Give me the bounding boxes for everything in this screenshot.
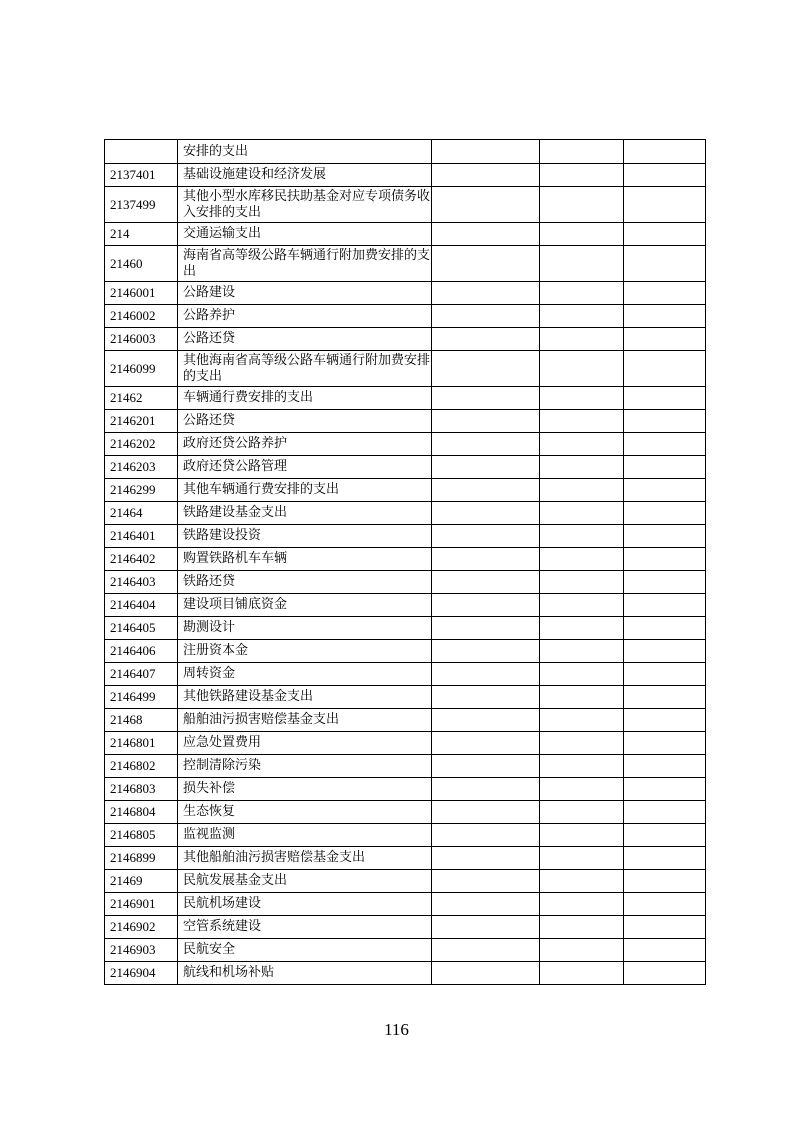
amount-cell-1 bbox=[432, 525, 540, 548]
amount-cell-1 bbox=[432, 893, 540, 916]
table-row bbox=[105, 594, 706, 617]
account-name-cell: 基础设施建设和经济发展 bbox=[178, 164, 432, 187]
amount-cell-2 bbox=[540, 824, 624, 847]
amount-cell-1 bbox=[432, 801, 540, 824]
amount-cell-3 bbox=[624, 916, 706, 939]
amount-cell-3 bbox=[624, 594, 706, 617]
account-code-cell: 2146805 bbox=[105, 824, 178, 847]
account-name-cell: 铁路还贷 bbox=[178, 571, 432, 594]
amount-cell-1 bbox=[432, 962, 540, 985]
account-code-cell: 21462 bbox=[105, 387, 178, 410]
amount-cell-2 bbox=[540, 223, 624, 246]
amount-cell-3 bbox=[624, 525, 706, 548]
table-row bbox=[105, 617, 706, 640]
account-name-cell: 其他海南省高等级公路车辆通行附加费安排的支出 bbox=[178, 351, 432, 387]
amount-cell-3 bbox=[624, 571, 706, 594]
amount-cell-3 bbox=[624, 456, 706, 479]
amount-cell-2 bbox=[540, 246, 624, 282]
amount-cell-3 bbox=[624, 410, 706, 433]
amount-cell-3 bbox=[624, 939, 706, 962]
amount-cell-1 bbox=[432, 305, 540, 328]
amount-cell-3 bbox=[624, 893, 706, 916]
page-number: 116 bbox=[384, 1020, 409, 1039]
account-code-cell: 2146407 bbox=[105, 663, 178, 686]
account-code-cell: 2137499 bbox=[105, 187, 178, 223]
amount-cell-1 bbox=[432, 140, 540, 164]
table-row bbox=[105, 778, 706, 801]
table-row bbox=[105, 187, 706, 223]
amount-cell-3 bbox=[624, 732, 706, 755]
amount-cell-1 bbox=[432, 824, 540, 847]
account-code-cell: 2146401 bbox=[105, 525, 178, 548]
amount-cell-2 bbox=[540, 778, 624, 801]
account-name-cell: 其他船舶油污损害赔偿基金支出 bbox=[178, 847, 432, 870]
account-code-cell: 2146902 bbox=[105, 916, 178, 939]
amount-cell-1 bbox=[432, 502, 540, 525]
account-code-cell: 2146099 bbox=[105, 351, 178, 387]
amount-cell-3 bbox=[624, 962, 706, 985]
account-name-cell: 空管系统建设 bbox=[178, 916, 432, 939]
account-name-cell: 公路还贷 bbox=[178, 410, 432, 433]
table-row bbox=[105, 140, 706, 164]
account-code-cell bbox=[105, 140, 178, 164]
table-row bbox=[105, 755, 706, 778]
amount-cell-1 bbox=[432, 433, 540, 456]
amount-cell-1 bbox=[432, 709, 540, 732]
table-row bbox=[105, 305, 706, 328]
amount-cell-1 bbox=[432, 617, 540, 640]
amount-cell-1 bbox=[432, 479, 540, 502]
amount-cell-1 bbox=[432, 847, 540, 870]
amount-cell-1 bbox=[432, 686, 540, 709]
budget-table bbox=[104, 139, 706, 985]
account-name-cell: 其他小型水库移民扶助基金对应专项债务收入安排的支出 bbox=[178, 187, 432, 223]
table-body bbox=[105, 140, 706, 985]
amount-cell-3 bbox=[624, 164, 706, 187]
table-row bbox=[105, 640, 706, 663]
amount-cell-3 bbox=[624, 282, 706, 305]
account-code-cell: 2146001 bbox=[105, 282, 178, 305]
account-code-cell: 2146201 bbox=[105, 410, 178, 433]
table-row bbox=[105, 246, 706, 282]
table-row bbox=[105, 502, 706, 525]
account-name-cell: 政府还贷公路管理 bbox=[178, 456, 432, 479]
account-code-cell: 2146804 bbox=[105, 801, 178, 824]
account-name-cell: 航线和机场补贴 bbox=[178, 962, 432, 985]
account-code-cell: 2146803 bbox=[105, 778, 178, 801]
amount-cell-3 bbox=[624, 433, 706, 456]
account-name-cell: 应急处置费用 bbox=[178, 732, 432, 755]
table-row bbox=[105, 916, 706, 939]
table-row bbox=[105, 223, 706, 246]
amount-cell-1 bbox=[432, 164, 540, 187]
account-code-cell: 2146299 bbox=[105, 479, 178, 502]
amount-cell-2 bbox=[540, 164, 624, 187]
amount-cell-2 bbox=[540, 387, 624, 410]
amount-cell-1 bbox=[432, 456, 540, 479]
account-name-cell: 交通运输支出 bbox=[178, 223, 432, 246]
table-row bbox=[105, 328, 706, 351]
table-row bbox=[105, 939, 706, 962]
amount-cell-1 bbox=[432, 870, 540, 893]
account-name-cell: 政府还贷公路养护 bbox=[178, 433, 432, 456]
amount-cell-2 bbox=[540, 617, 624, 640]
account-code-cell: 2146405 bbox=[105, 617, 178, 640]
amount-cell-1 bbox=[432, 187, 540, 223]
account-code-cell: 2146904 bbox=[105, 962, 178, 985]
account-name-cell: 损失补偿 bbox=[178, 778, 432, 801]
account-name-cell: 民航发展基金支出 bbox=[178, 870, 432, 893]
amount-cell-2 bbox=[540, 433, 624, 456]
account-name-cell: 铁路建设投资 bbox=[178, 525, 432, 548]
account-name-cell: 生态恢复 bbox=[178, 801, 432, 824]
amount-cell-2 bbox=[540, 893, 624, 916]
account-code-cell: 2137401 bbox=[105, 164, 178, 187]
table-row bbox=[105, 433, 706, 456]
amount-cell-2 bbox=[540, 548, 624, 571]
amount-cell-1 bbox=[432, 223, 540, 246]
account-code-cell: 2146402 bbox=[105, 548, 178, 571]
account-code-cell: 2146801 bbox=[105, 732, 178, 755]
account-code-cell: 2146899 bbox=[105, 847, 178, 870]
amount-cell-3 bbox=[624, 824, 706, 847]
amount-cell-1 bbox=[432, 594, 540, 617]
table-row bbox=[105, 548, 706, 571]
account-name-cell: 购置铁路机车车辆 bbox=[178, 548, 432, 571]
account-name-cell: 注册资本金 bbox=[178, 640, 432, 663]
amount-cell-1 bbox=[432, 939, 540, 962]
amount-cell-1 bbox=[432, 640, 540, 663]
amount-cell-2 bbox=[540, 755, 624, 778]
table-row bbox=[105, 732, 706, 755]
account-code-cell: 2146901 bbox=[105, 893, 178, 916]
amount-cell-2 bbox=[540, 663, 624, 686]
amount-cell-2 bbox=[540, 686, 624, 709]
amount-cell-3 bbox=[624, 801, 706, 824]
amount-cell-3 bbox=[624, 140, 706, 164]
table-row bbox=[105, 893, 706, 916]
table-row bbox=[105, 824, 706, 847]
table-row bbox=[105, 525, 706, 548]
account-name-cell: 建设项目铺底资金 bbox=[178, 594, 432, 617]
amount-cell-2 bbox=[540, 140, 624, 164]
amount-cell-2 bbox=[540, 870, 624, 893]
amount-cell-1 bbox=[432, 663, 540, 686]
account-code-cell: 2146802 bbox=[105, 755, 178, 778]
amount-cell-3 bbox=[624, 663, 706, 686]
amount-cell-2 bbox=[540, 709, 624, 732]
amount-cell-2 bbox=[540, 479, 624, 502]
amount-cell-2 bbox=[540, 801, 624, 824]
account-name-cell: 车辆通行费安排的支出 bbox=[178, 387, 432, 410]
amount-cell-1 bbox=[432, 755, 540, 778]
account-code-cell: 21460 bbox=[105, 246, 178, 282]
account-name-cell: 公路养护 bbox=[178, 305, 432, 328]
amount-cell-3 bbox=[624, 246, 706, 282]
amount-cell-3 bbox=[624, 847, 706, 870]
account-code-cell: 2146404 bbox=[105, 594, 178, 617]
amount-cell-2 bbox=[540, 640, 624, 663]
amount-cell-2 bbox=[540, 282, 624, 305]
amount-cell-2 bbox=[540, 351, 624, 387]
amount-cell-3 bbox=[624, 640, 706, 663]
account-name-cell: 控制清除污染 bbox=[178, 755, 432, 778]
table-row bbox=[105, 387, 706, 410]
table-row bbox=[105, 870, 706, 893]
account-code-cell: 2146406 bbox=[105, 640, 178, 663]
amount-cell-1 bbox=[432, 328, 540, 351]
amount-cell-2 bbox=[540, 916, 624, 939]
account-name-cell: 民航机场建设 bbox=[178, 893, 432, 916]
amount-cell-3 bbox=[624, 548, 706, 571]
table-row bbox=[105, 962, 706, 985]
table-row bbox=[105, 164, 706, 187]
table-row bbox=[105, 709, 706, 732]
amount-cell-2 bbox=[540, 502, 624, 525]
amount-cell-2 bbox=[540, 847, 624, 870]
account-name-cell: 公路还贷 bbox=[178, 328, 432, 351]
amount-cell-3 bbox=[624, 387, 706, 410]
amount-cell-1 bbox=[432, 246, 540, 282]
account-name-cell: 船舶油污损害赔偿基金支出 bbox=[178, 709, 432, 732]
account-name-cell: 监视监测 bbox=[178, 824, 432, 847]
account-code-cell: 2146203 bbox=[105, 456, 178, 479]
account-code-cell: 21464 bbox=[105, 502, 178, 525]
account-code-cell: 2146003 bbox=[105, 328, 178, 351]
table-row bbox=[105, 410, 706, 433]
amount-cell-2 bbox=[540, 187, 624, 223]
amount-cell-2 bbox=[540, 732, 624, 755]
amount-cell-2 bbox=[540, 525, 624, 548]
amount-cell-1 bbox=[432, 548, 540, 571]
account-name-cell: 铁路建设基金支出 bbox=[178, 502, 432, 525]
amount-cell-2 bbox=[540, 305, 624, 328]
amount-cell-3 bbox=[624, 870, 706, 893]
account-name-cell: 安排的支出 bbox=[178, 140, 432, 164]
amount-cell-3 bbox=[624, 223, 706, 246]
amount-cell-3 bbox=[624, 755, 706, 778]
table-row bbox=[105, 663, 706, 686]
amount-cell-1 bbox=[432, 571, 540, 594]
amount-cell-2 bbox=[540, 456, 624, 479]
table-row bbox=[105, 479, 706, 502]
amount-cell-2 bbox=[540, 571, 624, 594]
table-row bbox=[105, 351, 706, 387]
table-row bbox=[105, 456, 706, 479]
amount-cell-1 bbox=[432, 778, 540, 801]
amount-cell-1 bbox=[432, 916, 540, 939]
amount-cell-2 bbox=[540, 594, 624, 617]
amount-cell-3 bbox=[624, 479, 706, 502]
amount-cell-3 bbox=[624, 709, 706, 732]
account-name-cell: 周转资金 bbox=[178, 663, 432, 686]
table-row bbox=[105, 686, 706, 709]
account-code-cell: 21469 bbox=[105, 870, 178, 893]
account-code-cell: 2146202 bbox=[105, 433, 178, 456]
table-row bbox=[105, 847, 706, 870]
account-code-cell: 2146499 bbox=[105, 686, 178, 709]
amount-cell-2 bbox=[540, 939, 624, 962]
table-row bbox=[105, 282, 706, 305]
amount-cell-1 bbox=[432, 387, 540, 410]
amount-cell-3 bbox=[624, 187, 706, 223]
amount-cell-2 bbox=[540, 328, 624, 351]
account-code-cell: 2146903 bbox=[105, 939, 178, 962]
amount-cell-2 bbox=[540, 410, 624, 433]
amount-cell-3 bbox=[624, 328, 706, 351]
amount-cell-3 bbox=[624, 351, 706, 387]
account-name-cell: 公路建设 bbox=[178, 282, 432, 305]
account-code-cell: 214 bbox=[105, 223, 178, 246]
table-row bbox=[105, 571, 706, 594]
account-name-cell: 其他铁路建设基金支出 bbox=[178, 686, 432, 709]
account-name-cell: 海南省高等级公路车辆通行附加费安排的支出 bbox=[178, 246, 432, 282]
account-name-cell: 民航安全 bbox=[178, 939, 432, 962]
amount-cell-1 bbox=[432, 282, 540, 305]
amount-cell-1 bbox=[432, 351, 540, 387]
account-name-cell: 其他车辆通行费安排的支出 bbox=[178, 479, 432, 502]
account-name-cell: 勘测设计 bbox=[178, 617, 432, 640]
amount-cell-3 bbox=[624, 502, 706, 525]
amount-cell-3 bbox=[624, 617, 706, 640]
amount-cell-2 bbox=[540, 962, 624, 985]
amount-cell-1 bbox=[432, 410, 540, 433]
table-row bbox=[105, 801, 706, 824]
amount-cell-3 bbox=[624, 305, 706, 328]
account-code-cell: 2146002 bbox=[105, 305, 178, 328]
amount-cell-3 bbox=[624, 686, 706, 709]
account-code-cell: 2146403 bbox=[105, 571, 178, 594]
amount-cell-3 bbox=[624, 778, 706, 801]
account-code-cell: 21468 bbox=[105, 709, 178, 732]
amount-cell-1 bbox=[432, 732, 540, 755]
